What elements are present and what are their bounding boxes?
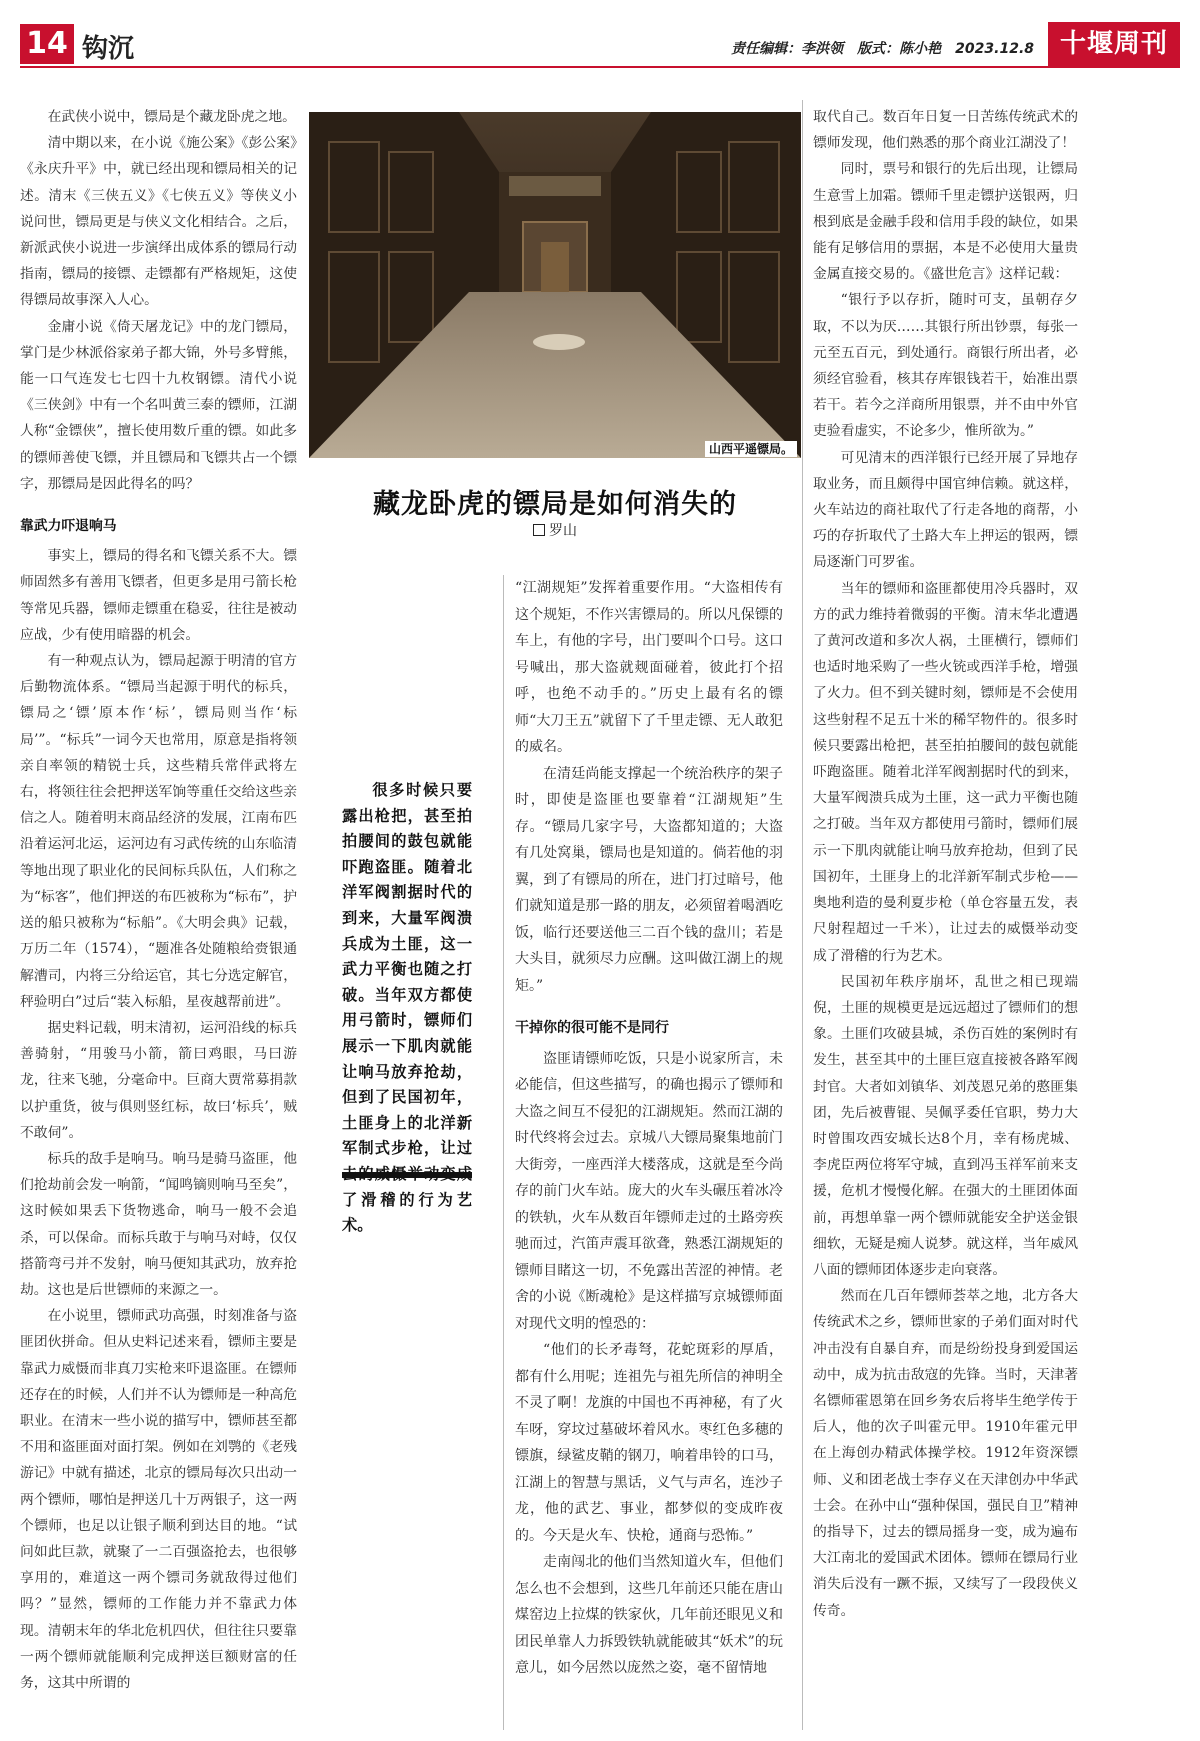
paragraph: 据史料记载，明末清初，运河沿线的标兵善骑射，“用骏马小箭，箭曰鸡眼，马曰游龙，往来飞驰，分毫命中。巨商大贾常募捐款以护重货，彼与俱则竖红标，故曰‘标兵’，贼不敢伺”。 — [20, 1019, 297, 1141]
masthead-logo: 十堰周刊 — [1048, 22, 1180, 66]
paragraph: 然而在几百年镖师荟萃之地，北方各大传统武术之乡，镖师世家的子弟们面对时代冲击没有自暴自弃，而是纷纷投身到爱国运动中，成为抗击敌寇的先锋。当时，天津著名镖师霍恩第在回乡务农后将毕生绝学传于后人，他的次子叫霍元甲。1910年霍元甲在上海创办精武体操学校。1912年资深镖师、义和团老战士李存义在天津创办中华武士会。在孙中山“强种保国，强民自卫”精神的指导下，过去的镖局摇身一变，成为遍布大江南北的爱国武术团体。镖师在镖局行业消失后没有一蹶不振，又续写了一段段侠义传奇。 — [813, 1288, 1078, 1619]
author-name: 罗山 — [549, 523, 577, 539]
page-number: 14 — [20, 24, 74, 64]
paragraph: 在小说里，镖师武功高强，时刻准备与盗匪团伙拼命。但从史料记述来看，镖师主要是靠武力威慑而非真刀实枪来吓退盗匪。在镖师还存在的时候，人们并不认为镖师是一种高危职业。在清末一些小说的描写中，镖师甚至都不用和盗匪面对面打架。例如在刘鹗的《老残游记》中就有描述，北京的镖局每次只出动一两个镖师，哪怕是押送几十万两银子，这一两个镖师，也足以让银子顺利到达目的地。“试问如此巨款，就聚了一二百强盗抢去，也很够享用的，难道这一两个镖司务就敌得过他们吗？”显然，镖师的工作能力并不靠武力体现。清朝末年的华北危机四伏，但往往只要靠一两个镖师就能顺利完成押送巨额财富的任务，这其中所谓的 — [20, 1308, 297, 1691]
article-author — [309, 520, 801, 540]
paragraph: 事实上，镖局的得名和飞镖关系不大。镖师固然多有善用飞镖者，但更多是用弓箭长枪等常见兵器，镖师走镖重在稳妥，往往是被动应战，少有使用暗器的机会。 — [20, 548, 297, 643]
pull-quote-text: 很多时候只要露出枪把，甚至拍拍腰间的鼓包就能吓跑盗匪。随着北洋军阀割据时代的到来，大量军阀溃兵成为土匪，这一武力平衡也随之打破。当年双方都使用弓箭时，镖师们展示一下肌肉就能让响马放弃抢劫，但到了民国初年，土匪身上的北洋新军制式步枪，让过 了滑稽的行为艺术。 — [342, 781, 472, 1235]
article-title: 藏龙卧虎的镖局是如何消失的 — [373, 489, 737, 520]
column-divider — [802, 100, 803, 1730]
issue-date: 2023.12.8 — [955, 41, 1034, 57]
paragraph: 金庸小说《倚天屠龙记》中的龙门镖局，掌门是少林派俗家弟子都大锦，外号多臂熊，能一口气连发七七四十九枚钢镖。清代小说《三侠剑》中有一个名叫黄三泰的镖师，江湖人称“金镖侠”，擅长使用数斤重的镖。如此多的镖师善使飞镖，并且镖局和飞镖共占一个镖字，那镖局是因此得名的吗？ — [20, 318, 297, 492]
article-column-4 — [813, 104, 1078, 1624]
pull-quote — [342, 778, 472, 1239]
article-column-2 — [515, 575, 783, 1682]
paragraph: 同时，票号和银行的先后出现，让镖局生意雪上加霜。镖师千里走镖护送银两，归根到底是金融手段和信用手段的缺位，如果能有足够信用的票据，本是不必使用大量贵金属直接交易的。《盛世危言》这样记载： — [813, 161, 1078, 283]
section-title: 钩沉 — [82, 34, 135, 64]
paragraph: 有一种观点认为，镖局起源于明清的官方后勤物流体系。“镖局当起源于明代的标兵，镖局之‘镖’原本作‘标’，镖局则当作‘标局’”。“标兵”一词今天也常用，原意是指将领亲自率领的精锐士兵，这些精兵常伴武将左右，将领往往会把押送军饷等重任交给这些亲信之人。随着明末商品经济的发展，江南布匹沿着运河北运，运河边有习武传统的山东临清等地出现了职业化的民间标兵队伍，人们称之为“标客”，他们押送的布匹被称为“标布”，护送的船只被称为“标船”。《大明会典》记载，万历二年（1574），“题准各处随粮给赍银通解漕司，内将三分给运官，其七分选定解官，秤验明白”过后“装入标船，星夜越帮前进”。 — [20, 653, 297, 1010]
paragraph: 民国初年秩序崩坏，乱世之相已现端倪，土匪的规模更是远远超过了镖师们的想象。土匪们攻破县城，杀伤百姓的案例时有发生，甚至其中的土匪巨寇直接被各路军阀封官。大者如刘镇华、刘茂恩兄弟的憨匪集团，先后被曹锟、吴佩孚委任官职，势力大时曾围攻西安城长达8个月，幸有杨虎城、李虎臣两位将军守城，直到冯玉祥军前来支援，危机才慢慢化解。在强大的土匪团体面前，再想单靠一两个镖师就能安全护送金银细软，无疑是痴人说梦。就这样，当年威风八面的镖师团体逐步走向衰落。 — [813, 973, 1078, 1278]
article-column-1 — [20, 104, 297, 1696]
photo-caption: 山西平遥镖局。 — [309, 440, 797, 457]
subheading: 靠武力吓退响马 — [20, 518, 117, 535]
column-divider — [503, 575, 504, 1730]
article-photo — [309, 112, 801, 458]
paragraph: 在清廷尚能支撑起一个统治秩序的架子时，即使是盗匪也要靠着“江湖规矩”生存。“镖局几家字号，大盗都知道的；大盗有几处窝巢，镖局也是知道的。倘若他的羽翼，到了有镖局的所在，进门打过暗号，他们就知道是那一路的朋友，必须留着喝酒吃饭，临行还要送他三二百个钱的盘川；若是大头目，就须尽力应酬。这叫做江湖上的规矩。” — [515, 765, 783, 994]
paragraph: 取代自己。数百年日复一日苦练传统武术的镖师发现，他们熟悉的那个商业江湖没了！ — [813, 109, 1078, 152]
paragraph: 盗匪请镖师吃饭，只是小说家所言，未必能信，但这些描写，的确也揭示了镖师和大盗之间互不侵犯的江湖规矩。然而江湖的时代终将会过去。京城八大镖局聚集地前门大街旁，一座西洋大楼落成，这就是至今尚存的前门火车站。庞大的火车头碾压着冰冷的铁轨，火车从数百年镖师走过的土路旁疾驰而过，汽笛声震耳欲聋，熟悉江湖规矩的镖师目睹这一切，不免露出苦涩的神情。老舍的小说《断魂枪》是这样描写京城镖师面对现代文明的惶恐的： — [515, 1050, 783, 1332]
page-header — [20, 22, 1180, 68]
editor-credit: 责任编辑：李洪领 — [731, 41, 844, 57]
paragraph: 当年的镖师和盗匪都使用冷兵器时，双方的武力维持着微弱的平衡。清末华北遭遇了黄河改道和多次人祸，土匪横行，镖师们也适时地采购了一些火铳或西洋手枪，增强了火力。但不到关键时刻，镖师是不会使用这些射程不足五十米的稀罕物件的。很多时候只要露出枪把，甚至拍拍腰间的鼓包就能吓跑盗匪。随着北洋军阀割据时代的到来，大量军阀溃兵成为土匪，这一武力平衡也随之打破。当年双方都使用弓箭时，镖师们展示一下肌肉就能让响马放弃抢劫，但到了民国初年，土匪身上的北洋新军制式步枪——奥地利造的曼利夏步枪（单仓容量五发，表尺射程超过一千米），让过去的威慑举动变成了滑稽的行为艺术。 — [813, 580, 1078, 964]
layout-credit: 版式：陈小艳 — [857, 41, 942, 57]
paragraph: “江湖规矩”发挥着重要作用。“大盗相传有这个规矩，不作兴害镖局的。所以凡保镖的车上，有他的字号，出门要叫个口号。这口号喊出，那大盗就觌面碰着，彼此打个招呼，也绝不动手的。”历史上最有名的镖师“大刀王五”就留下了千里走镖、无人敢犯的威名。 — [515, 580, 783, 755]
paragraph: 走南闯北的他们当然知道火车，但他们怎么也不会想到，这些几年前还只能在唐山煤窑边上拉煤的铁家伙，几年前还眼见义和团民单靠人力拆毁铁轨就能破其“妖术”的玩意儿，如今居然以庞然之姿，毫不留情地 — [515, 1554, 783, 1676]
paragraph: 可见清末的西洋银行已经开展了异地存取业务，而且颇得中国官绅信赖。就这样，火车站边的商社取代了行走各地的商帮，小巧的存折取代了土路大车上押运的银两，镖局逐渐门可罗雀。 — [813, 449, 1078, 571]
paragraph: “他们的长矛毒弩，花蛇斑彩的厚盾，都有什么用呢；连祖先与祖先所信的神明全不灵了啊！龙旗的中国也不再神秘，有了火车呀，穿坟过墓破坏着风水。枣红色多穗的镖旗，绿鲨皮鞘的钢刀，响着串铃的口马，江湖上的智慧与黑话，义气与声名，连沙子龙，他的武艺、事业，都梦似的变成昨夜的。今天是火车、快枪，通商与恐怖。” — [515, 1342, 783, 1544]
paragraph: 标兵的敌手是响马。响马是骑马盗匪，他们抢劫前会发一响箭，“闻鸣镝则响马至矣”，这时候如果丢下货物逃命，响马一般不会追杀，可以保命。而标兵敢于与响马对峙，仅仅搭箭弯弓并不发射，响马便知其武功，放弃抢劫。这也是后世镖师的来源之一。 — [20, 1150, 297, 1298]
author-box-icon — [533, 524, 545, 536]
courtyard-illustration — [309, 112, 801, 458]
paragraph: 在武侠小说中，镖局是个藏龙卧虎之地。 — [47, 109, 296, 125]
subheading: 干掉你的很可能不是同行 — [515, 1020, 669, 1036]
paragraph: “银行予以存折，随时可支，虽朝存夕取，不以为厌……其银行所出钞票，每张一元至五百元，到处通行。商银行所出者，必须经官验看，核其存库银钱若干，始准出票若干。若今之洋商所用银票，并不由中外官吏验看虚实，不论多少，惟所欲为。” — [813, 292, 1078, 440]
paragraph: 清中期以来，在小说《施公案》《彭公案》《永庆升平》中，就已经出现和镖局相关的记述。清末《三侠五义》《七侠五义》等侠义小说问世，镖局更是与侠义文化相结合。之后，新派武侠小说进一步演绎出成体系的镖局行动指南，镖局的接镖、走镖都有严格规矩，这使得镖局故事深入人心。 — [20, 135, 297, 309]
pull-quote-bar — [342, 1172, 472, 1178]
editor-info — [717, 38, 1034, 58]
